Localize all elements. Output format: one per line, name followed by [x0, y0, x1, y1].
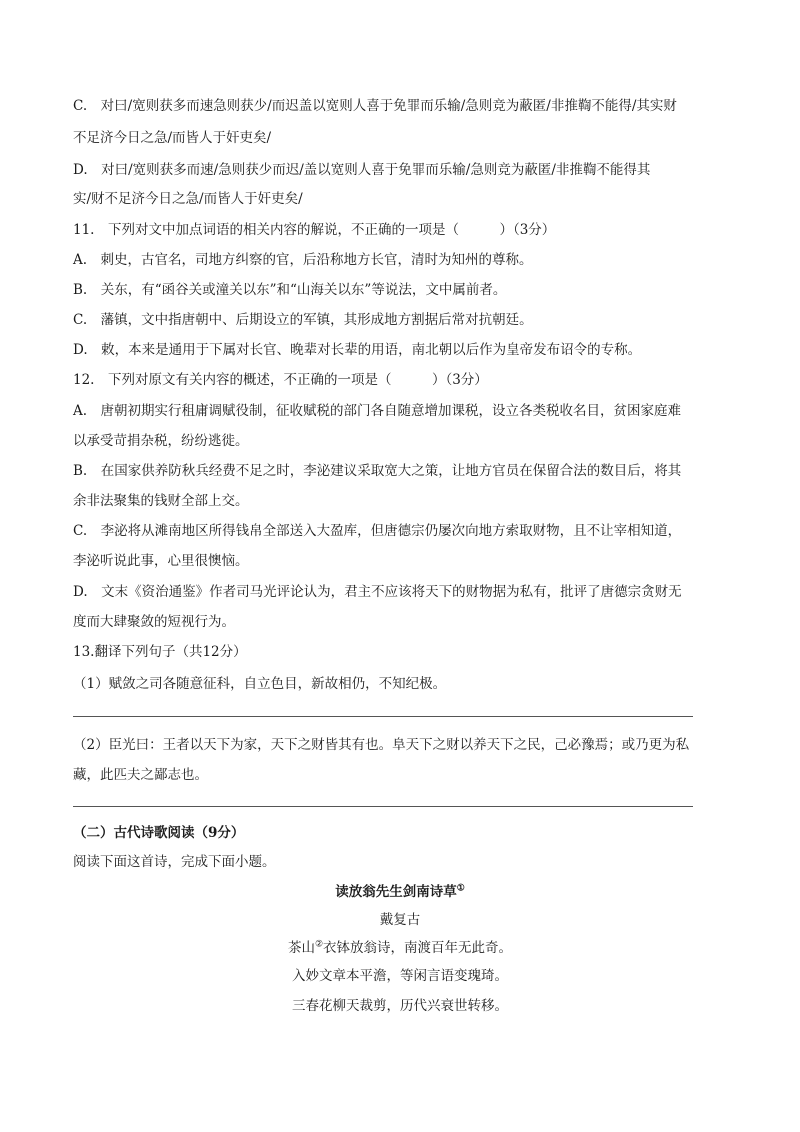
q12-option-b-line1: B. 在国家供养防秋兵经费不足之时，李泌建议采取宽大之策，让地方官员在保留合法的数目后，将其 — [73, 463, 682, 479]
q13-answer-line-2[interactable] — [73, 806, 693, 807]
q13-sentence-1: （1）赋敛之司各随意征科，自立色目，新故相仍，不知纪极。 — [73, 676, 447, 692]
section-2-title: （二）古代诗歌阅读（9分） — [73, 825, 245, 841]
poem-title-text: 读放翁先生剑南诗草 — [335, 884, 457, 900]
q10-option-c-line2: 不足济今日之急/而皆人于奸吏矣/ — [73, 130, 272, 146]
poem-line-2: 入妙文章本平澹，等闲言语变瑰琦。 — [292, 968, 508, 984]
q11-option-d: D. 敕，本来是通用于下属对长官、晚辈对长辈的用语，南北朝以后作为皇帝发布诏令的专称。 — [73, 342, 642, 358]
q11-option-c: C. 藩镇，文中指唐朝中、后期设立的军镇，其形成地方割据后常对抗朝廷。 — [73, 312, 533, 328]
q12-option-d-line2: 度而大肆聚敛的短视行为。 — [73, 614, 235, 630]
q11-option-a: A. 刺史，古官名，司地方纠察的官，后沿称地方长官，清时为知州的尊称。 — [73, 252, 533, 268]
q13-stem: 13.翻译下列句子（共12分） — [73, 644, 247, 660]
q11-stem: 11. 下列对文中加点词语的相关内容的解说，不正确的一项是（ ）（3分） — [73, 222, 556, 238]
q10-option-c-line1: C. 对曰/宽则获多而速急则获少/而迟盖以宽则人喜于免罪而乐输/急则竞为蔽匿/非推鞫不能得/其实财 — [73, 98, 677, 114]
q11-option-b: B. 关东，有“函谷关或潼关以东”和“山海关以东”等说法，文中属前者。 — [73, 282, 507, 298]
poem-title-footnote-mark: ① — [456, 883, 465, 894]
poem-author: 戴复古 — [379, 912, 421, 928]
q10-option-d-line1: D. 对曰/宽则获多而速/急则获少而迟/盖以宽则人喜于免罪而乐输/急则竞为蔽匿/非推鞫不能得其 — [73, 162, 651, 178]
q12-option-c-line2: 李泌听说此事，心里很懊恼。 — [73, 553, 249, 569]
q12-option-a-line2: 以承受苛捐杂税，纷纷逃徙。 — [73, 433, 249, 449]
q12-option-c-line1: C. 李泌将从滩南地区所得钱帛全部送入大盈库，但唐德宗仍屡次向地方索取财物，且不让宰相知道， — [73, 523, 682, 539]
q10-option-d-line2: 实/财不足济今日之急/而皆人于奸吏矣/ — [73, 191, 303, 207]
q12-option-d-line1: D. 文末《资治通鉴》作者司马光评论认为，君主不应该将天下的财物据为私有，批评了唐德宗贪财无 — [73, 584, 682, 600]
poem-line-1-start: 茶山 — [287, 940, 315, 956]
q13-sentence-2-line2: 藏，此匹夫之鄙志也。 — [73, 767, 208, 783]
poem-title — [0, 882, 800, 902]
q12-option-b-line2: 余非法聚集的钱财全部上交。 — [73, 493, 249, 509]
section-2-instruction: 阅读下面这首诗，完成下面小题。 — [73, 854, 276, 870]
q12-stem: 12. 下列对原文有关内容的概述，不正确的一项是（ ）（3分） — [73, 372, 488, 388]
poem-line-1 — [0, 938, 800, 958]
poem-line-1-footnote-mark: ② — [314, 939, 324, 950]
q13-sentence-2-line1: （2）臣光曰：王者以天下为家，天下之财皆其有也。阜天下之财以养天下之民，己必豫焉；或乃更为私 — [73, 737, 690, 753]
poem-line-3: 三春花柳天裁剪，历代兴衰世转移。 — [292, 998, 508, 1014]
q12-option-a-line1: A. 唐朝初期实行租庸调赋役制，征收赋税的部门各自随意增加课税，设立各类税收名目，贫困家庭难 — [73, 403, 682, 419]
poem-line-1-rest: 衣钵放翁诗，南渡百年无此奇。 — [323, 940, 513, 956]
q13-answer-line-1[interactable] — [73, 716, 693, 717]
